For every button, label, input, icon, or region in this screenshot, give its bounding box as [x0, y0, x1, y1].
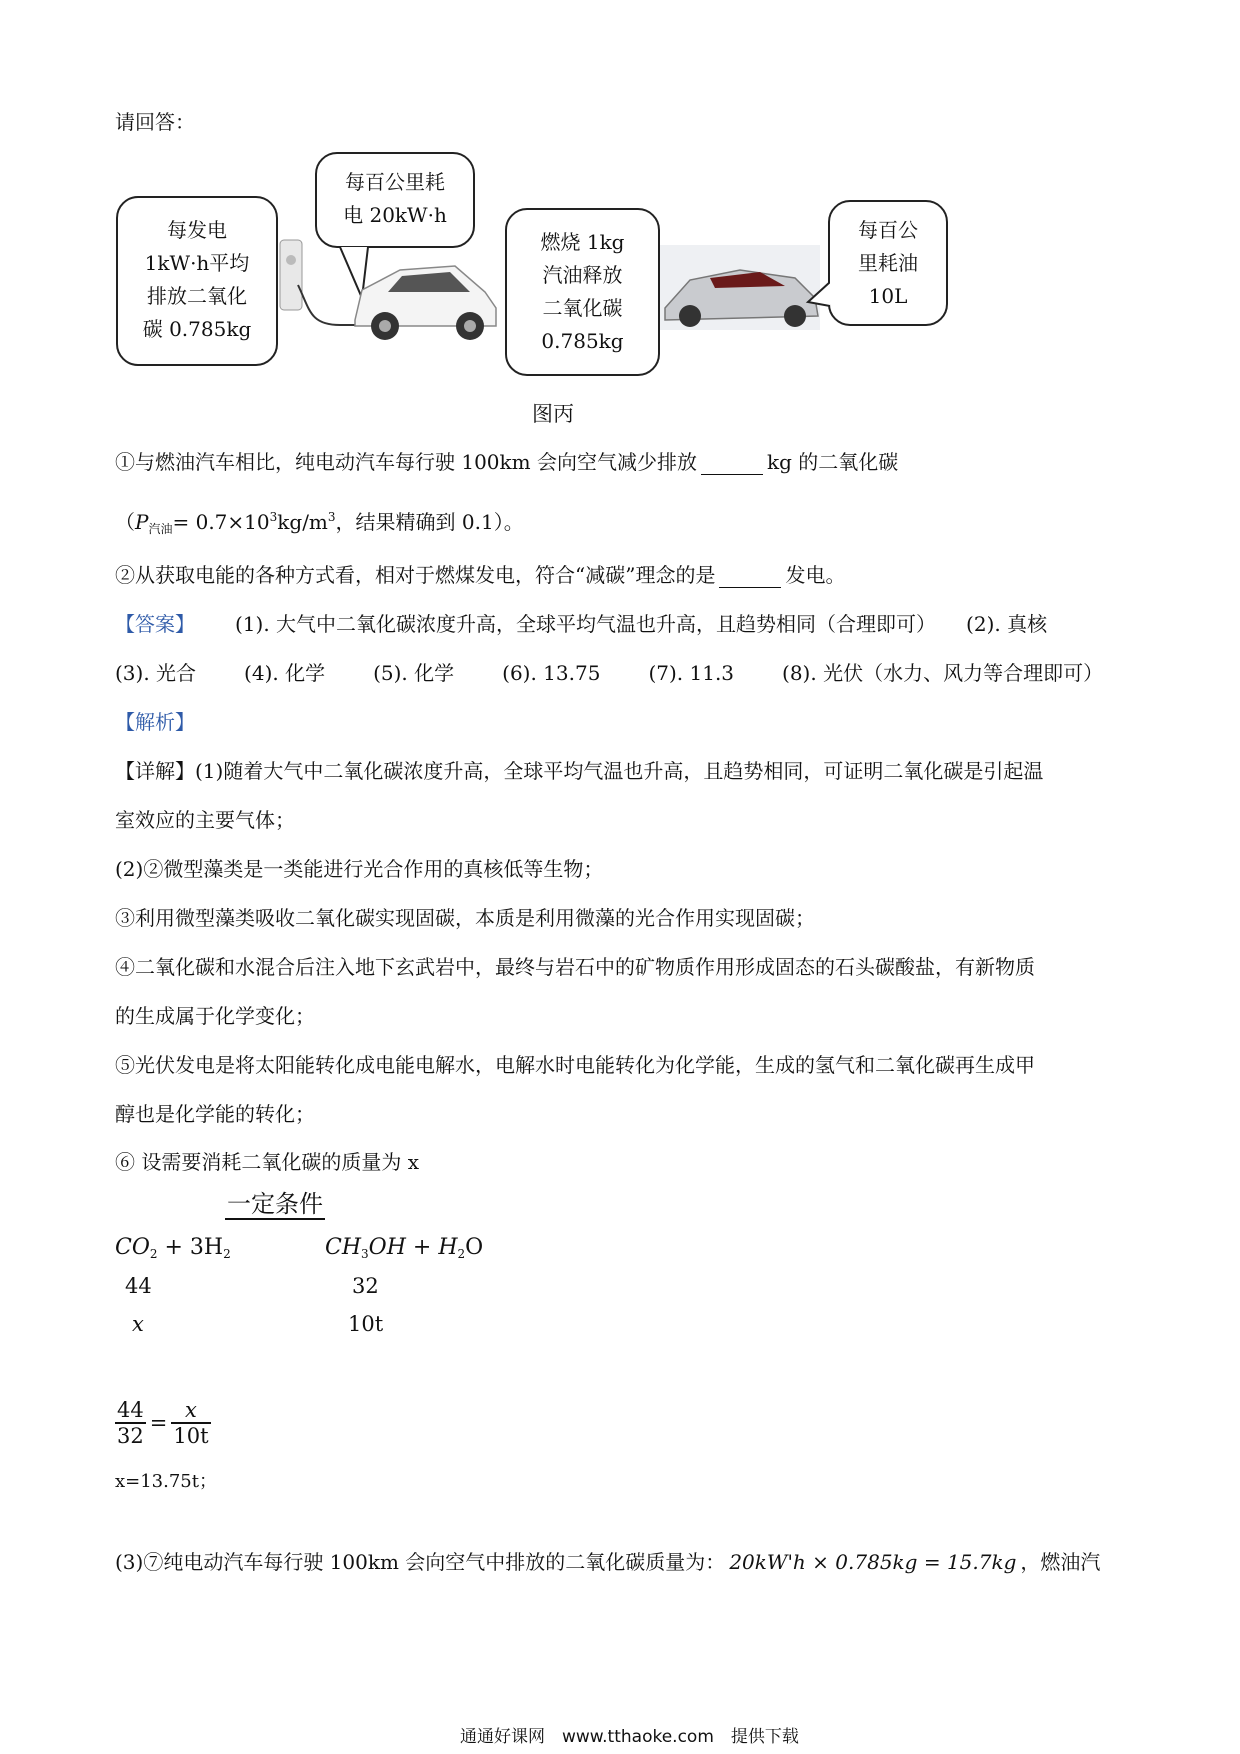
bubble-fuel-consumption: 每百公 里耗油 10L	[828, 200, 948, 326]
analysis-line: 【详解】(1)随着大气中二氧化碳浓度升高，全球平均气温也升高，且趋势相同，可证明二氧化碳是引起温	[115, 759, 1044, 783]
figure-caption: 图丙	[532, 402, 574, 426]
molar-mass-methanol: 32	[352, 1274, 379, 1298]
analysis-label: 【解析】	[115, 710, 195, 734]
bubble-electricity-emission: 每发电 1kW·h平均 排放二氧化 碳 0.785kg	[116, 196, 278, 366]
question-1: ①与燃油汽车相比，纯电动汽车每行驶 100km 会向空气减少排放 kg 的二氧化碳	[115, 450, 899, 474]
proportion: $\frac{44}{32}$ = $\frac{x}{10t}$	[117, 1398, 209, 1448]
analysis-line: 的生成属于化学变化；	[115, 1004, 315, 1028]
unknown-x: x	[132, 1312, 144, 1336]
answer-blank-1	[701, 450, 763, 475]
bubble-power-consumption: 每百公里耗 电 20kW·h	[315, 152, 475, 248]
sports-car-icon	[660, 245, 820, 330]
answer-label: 【答案】	[115, 612, 195, 636]
analysis-line: ⑤光伏发电是将太阳能转化成电能电解水，电解水时电能转化为化学能，生成的氢气和二氧化碳再生成甲	[115, 1053, 1035, 1077]
analysis-line: ③利用微型藻类吸收二氧化碳实现固碳，本质是利用微藻的光合作用实现固碳；	[115, 906, 815, 930]
analysis-line: ⑥ 设需要消耗二氧化碳的质量为 x	[115, 1150, 419, 1174]
equation-products: $CH_3OH + H_2O$	[325, 1235, 484, 1261]
bubble-gasoline-emission: 燃烧 1kg 汽油释放 二氧化碳 0.785kg	[505, 208, 660, 376]
molar-mass-co2: 44	[125, 1274, 152, 1298]
car-illustrations	[270, 230, 830, 350]
analysis-line: 醇也是化学能的转化；	[115, 1102, 315, 1126]
part-3: (3)⑦纯电动汽车每行驶 100km 会向空气中排放的二氧化碳质量为： 20kW'h × 0.785kg = 15.7kg ，燃油汽	[115, 1550, 1101, 1574]
intro-text: 请回答：	[115, 110, 195, 134]
gasoline-density: （$P_{汽油}= 0.7\times 10^3kg/m^3$，结果精确到 0.1）。	[115, 510, 524, 536]
reaction-condition: 一定条件	[227, 1190, 323, 1218]
analysis-line: 室效应的主要气体；	[115, 808, 295, 832]
methanol-mass: 10t	[348, 1312, 384, 1336]
answer-line-2: (3). 光合 (4). 化学 (5). 化学 (6). 13.75 (7). 11.3 (8). 光伏（水力、风力等合理即可）	[115, 661, 1104, 685]
question-2: ②从获取电能的各种方式看，相对于燃煤发电，符合“减碳”理念的是 发电。	[115, 563, 846, 587]
electric-car-icon	[355, 266, 496, 340]
equation-reactants: $CO_2 + 3H_2$	[115, 1235, 231, 1261]
result: x=13.75t；	[115, 1471, 217, 1492]
answer-blank-2	[719, 563, 781, 588]
analysis-line: (2)②微型藻类是一类能进行光合作用的真核低等生物；	[115, 857, 604, 881]
answer-line-1: 【答案】 (1). 大气中二氧化碳浓度升高，全球平均气温也升高，且趋势相同（合理即可） (2). 真核	[115, 612, 1048, 636]
footer-text: 通通好课网 www.tthaoke.com 提供下载	[460, 1727, 799, 1747]
analysis-line: ④二氧化碳和水混合后注入地下玄武岩中，最终与岩石中的矿物质作用形成固态的石头碳酸盐，有新物质	[115, 955, 1035, 979]
